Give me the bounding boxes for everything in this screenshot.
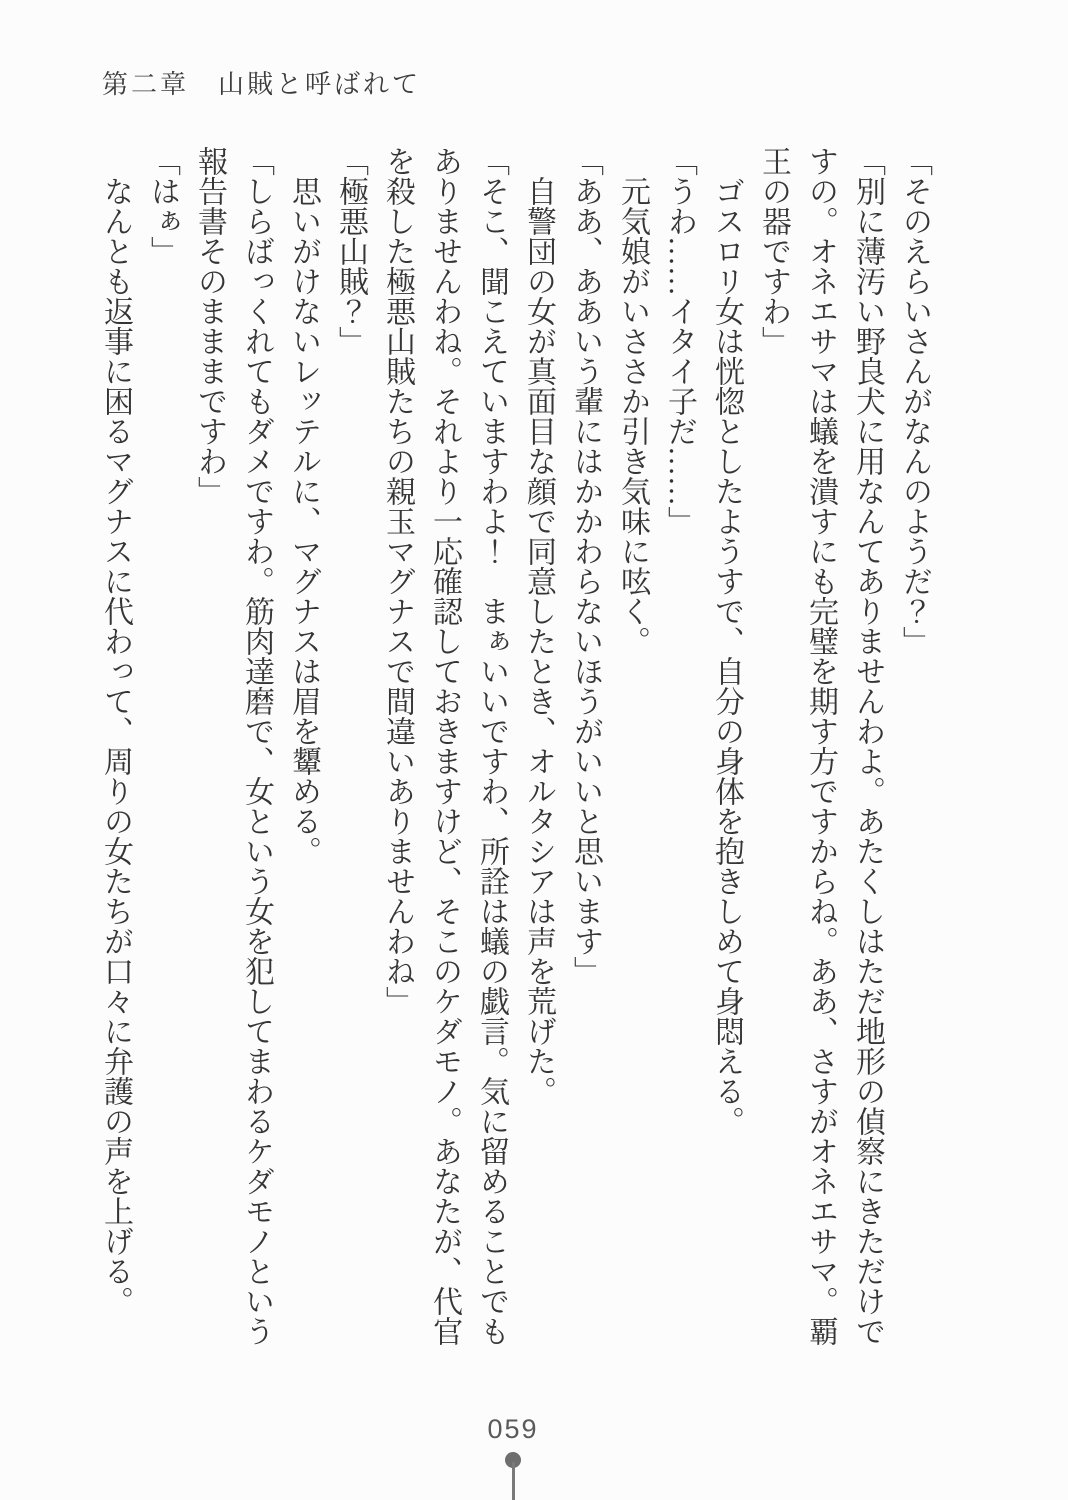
paragraph-dialogue: 「別に薄汚い野良犬に用なんてありませんわよ。あたくしはただ地形の偵察にきただけですの。オネエサマは蟻を潰すにも完璧を期す方ですからね。ああ、さすがオネエサマ。覇王の器ですわ」 bbox=[757, 146, 884, 1346]
paragraph-narration: 元気娘がいささか引き気味に呟く。 bbox=[616, 176, 649, 656]
paragraph-dialogue: 「そこ、聞こえていますわよ！ まぁいいですわ、所詮は蟻の戯言。気に留めることでもありませんわね。それより一応確認しておきますけど、そこのケダモノ。あなたが、代官を殺した極悪山賊たちの親玉マグナスで間違いありませんわね」 bbox=[381, 146, 508, 1346]
paragraph-narration: ゴスロリ女は恍惚としたようすで、自分の身体を抱きしめて身悶える。 bbox=[710, 176, 743, 1136]
chapter-header: 第二章 山賊と呼ばれて bbox=[102, 70, 422, 99]
paragraph-dialogue: 「極悪山賊？」 bbox=[334, 146, 367, 356]
paragraph-dialogue: 「そのえらいさんがなんのようだ？」 bbox=[898, 146, 931, 656]
paragraph-narration: 思いがけないレッテルに、マグナスは眉を顰める。 bbox=[287, 176, 320, 866]
page-marker-line bbox=[512, 1462, 515, 1500]
page-footer bbox=[453, 1414, 573, 1445]
paragraph-dialogue: 「うわ……イタイ子だ……」 bbox=[663, 146, 696, 536]
paragraph-narration: なんとも返事に困るマグナスに代わって、周りの女たちが口々に弁護の声を上げる。 bbox=[99, 176, 132, 1316]
body-text bbox=[92, 146, 938, 1346]
paragraph-dialogue: 「しらばっくれてもダメですわ。筋肉達磨で、女という女を犯してまわるケダモノという報告書そのまままですわ」 bbox=[193, 146, 273, 1346]
paragraph-dialogue: 「ああ、ああいう輩にはかかわらないほうがいいと思います」 bbox=[569, 146, 602, 986]
paragraph-dialogue: 「はぁ」 bbox=[146, 146, 179, 266]
paragraph-narration: 自警団の女が真面目な顔で同意したとき、オルタシアは声を荒げた。 bbox=[522, 176, 555, 1106]
page-number: 059 bbox=[487, 1414, 539, 1444]
